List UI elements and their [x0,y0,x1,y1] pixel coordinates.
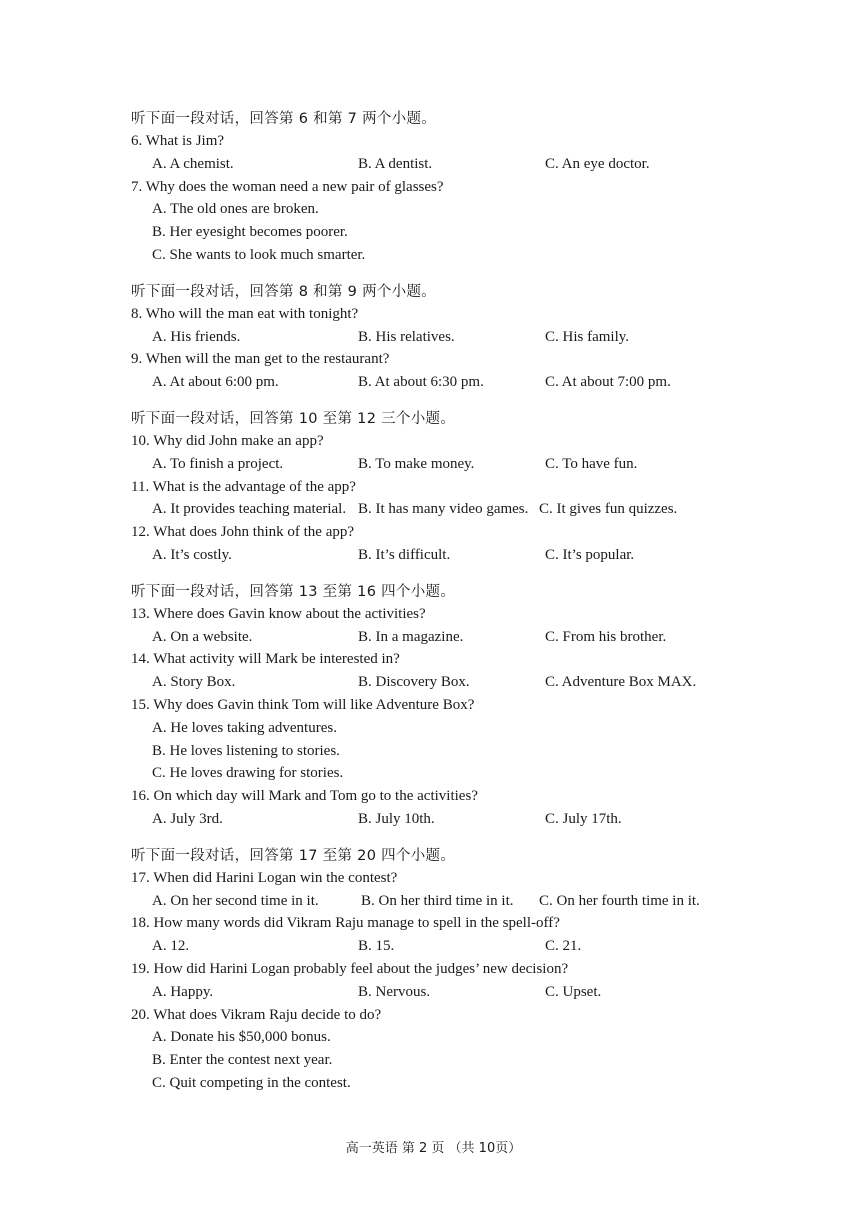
answer-option: C. Adventure Box MAX. [545,674,697,691]
page-footer: 高一英语 第 2 页 （共 10页） [345,1141,522,1156]
answer-option: B. On her third time in it. [361,892,514,909]
answer-option: B. At about 6:30 pm. [358,374,484,391]
question-text: 6. What is Jim? [131,133,225,149]
question-text: 8. Who will the man eat with tonight? [131,305,359,322]
answer-option: A. His friends. [152,328,241,345]
answer-options [131,198,751,266]
answer-options [131,371,751,394]
listening-questions [131,108,751,1109]
answer-options [131,1026,751,1094]
answer-option: A. On a website. [152,628,253,645]
answer-option: A. It provides teaching material. [152,501,347,518]
answer-option: B. It has many video games. [358,501,529,518]
answer-options [131,153,751,176]
question-text: 17. When did Harini Logan win the contest? [131,869,398,886]
question-section [131,408,751,567]
answer-option: A. At about 6:00 pm. [152,374,279,391]
answer-options [131,671,751,694]
answer-options [131,890,751,913]
answer-option: B. His relatives. [358,328,455,345]
answer-option: C. It gives fun quizzes. [539,501,678,518]
question-text: 19. How did Harini Logan probably feel about the judges’ new decision? [131,960,569,977]
answer-option: A. He loves taking adventures. [152,719,337,736]
answer-option: C. July 17th. [545,810,622,827]
answer-option: C. He loves drawing for stories. [152,765,344,782]
answer-option: A. Happy. [152,983,214,1000]
answer-option: A. A chemist. [152,155,234,172]
question-text: 7. Why does the woman need a new pair of glasses? [131,178,444,195]
question-text: 9. When will the man get to the restaurant? [131,351,390,368]
answer-option: B. Discovery Box. [358,674,470,691]
question-text: 13. Where does Gavin know about the activities? [131,605,426,622]
question-section [131,281,751,394]
answer-options [131,544,751,567]
answer-option: C. To have fun. [545,455,638,472]
answer-option: B. He loves listening to stories. [152,742,340,759]
answer-option: C. It’s popular. [545,546,635,563]
answer-option: A. July 3rd. [152,810,223,827]
section-instruction: 听下面一段对话，回答第 8 和第 9 两个小题。 [131,283,437,300]
question-text: 10. Why did John make an app? [131,432,324,449]
answer-options [131,981,751,1004]
question-section [131,108,751,267]
answer-option: B. In a magazine. [358,628,464,645]
answer-options [131,326,751,349]
answer-option: A. On her second time in it. [152,892,319,909]
answer-option: C. At about 7:00 pm. [545,374,671,391]
question-text: 20. What does Vikram Raju decide to do? [131,1006,382,1023]
answer-option: A. To finish a project. [152,455,284,472]
answer-option: B. Her eyesight becomes poorer. [152,224,348,241]
question-text: 18. How many words did Vikram Raju manage to spell in the spell-off? [131,915,560,932]
answer-option: A. Story Box. [152,674,236,691]
question-section [131,845,751,1095]
section-instruction: 听下面一段对话，回答第 13 至第 16 四个小题。 [131,583,456,600]
answer-option: B. July 10th. [358,810,435,827]
answer-option: C. 21. [545,938,582,955]
answer-option: C. On her fourth time in it. [539,892,700,909]
answer-option: C. An eye doctor. [545,155,650,172]
answer-option: B. A dentist. [358,155,433,172]
answer-options [131,808,751,831]
answer-option: C. His family. [545,328,630,345]
answer-option: A. The old ones are broken. [152,201,319,218]
answer-option: B. It’s difficult. [358,546,451,563]
answer-option: C. Upset. [545,983,602,1000]
answer-option: B. Enter the contest next year. [152,1052,333,1069]
answer-option: A. It’s costly. [152,546,232,563]
answer-option: A. Donate his $50,000 bonus. [152,1029,331,1046]
answer-option: A. 12. [152,938,190,955]
answer-options [131,935,751,958]
answer-option: B. To make money. [358,455,475,472]
answer-option: C. From his brother. [545,628,667,645]
section-instruction: 听下面一段对话，回答第 17 至第 20 四个小题。 [131,847,456,864]
question-text: 11. What is the advantage of the app? [131,478,356,495]
question-text: 16. On which day will Mark and Tom go to the activities? [131,788,478,805]
answer-options [131,717,751,785]
answer-options [131,498,751,521]
section-instruction: 听下面一段对话，回答第 10 至第 12 三个小题。 [131,410,456,427]
question-text: 12. What does John think of the app? [131,524,355,541]
question-text: 15. Why does Gavin think Tom will like Adventure Box? [131,696,475,713]
section-instruction: 听下面一段对话，回答第 6 和第 7 两个小题。 [131,111,437,127]
answer-option: C. Quit competing in the contest. [152,1074,351,1091]
answer-option: C. She wants to look much smarter. [152,246,366,263]
answer-option: B. 15. [358,938,395,955]
question-section [131,581,751,831]
answer-options [131,626,751,649]
question-text: 14. What activity will Mark be interested in? [131,651,400,668]
answer-options [131,453,751,476]
answer-option: B. Nervous. [358,983,431,1000]
